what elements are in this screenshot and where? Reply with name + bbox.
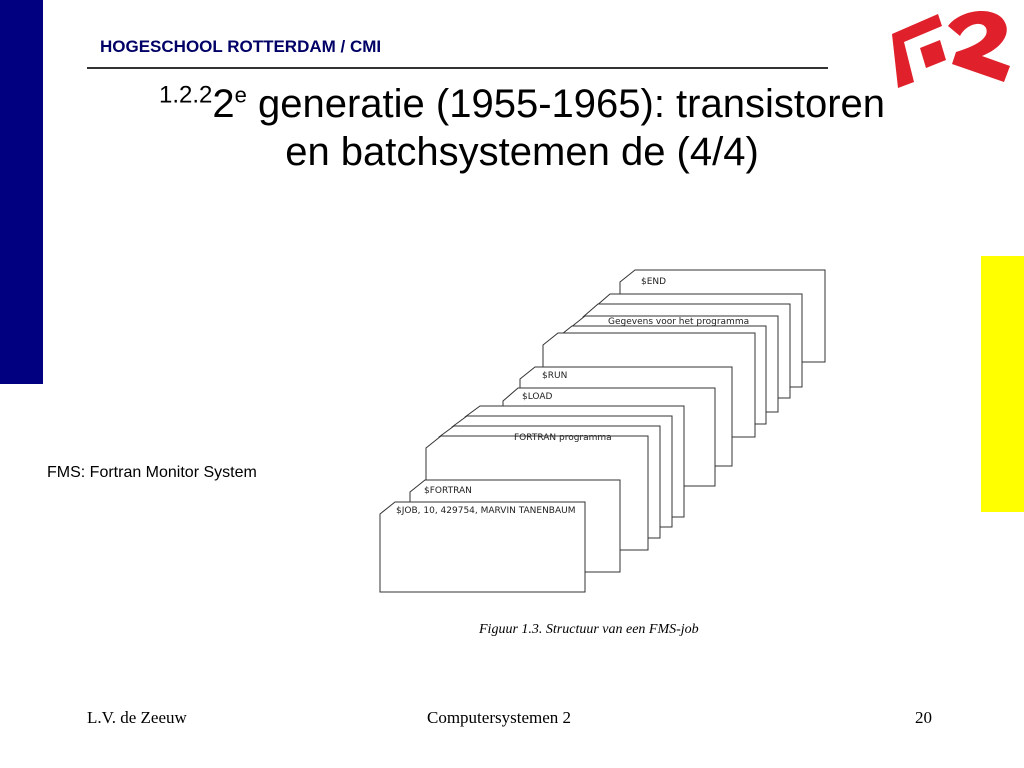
footer-author: L.V. de Zeeuw [87,708,187,727]
right-accent-bar [981,256,1024,512]
left-accent-bar [0,0,43,384]
label-run: $RUN [542,371,568,381]
logo-dot-shape [920,40,946,68]
generation-superscript: e [234,82,247,108]
figure-caption: Figuur 1.3. Structuur van een FMS-job [479,622,699,637]
section-number: 1.2.2 [158,81,213,109]
header-organization: HOGESCHOOL ROTTERDAM / CMI [100,37,382,56]
header-divider [87,67,828,69]
card-deck [380,270,825,592]
label-fortran: $FORTRAN [424,486,472,496]
label-end: $END [641,277,667,287]
fms-job-diagram [370,262,835,602]
label-data: Gegevens voor het programma [608,317,750,327]
logo-right-shape [948,11,1010,82]
title-line-1-text: generatie (1955-1965): transistoren [246,82,886,126]
footer-page-number: 20 [915,708,932,727]
label-load: $LOAD [522,392,553,402]
label-program: FORTRAN programma [514,433,612,443]
title-line-1 [82,80,962,128]
title-line-2: en batchsystemen de (4/4) [285,130,759,174]
fms-caption: FMS: Fortran Monitor System [47,464,257,481]
footer-course: Computersystemen 2 [427,708,572,727]
label-job: $JOB, 10, 429754, MARVIN TANENBAUM [396,506,576,516]
generation-number: 2 [212,82,235,126]
slide-title [82,80,962,176]
